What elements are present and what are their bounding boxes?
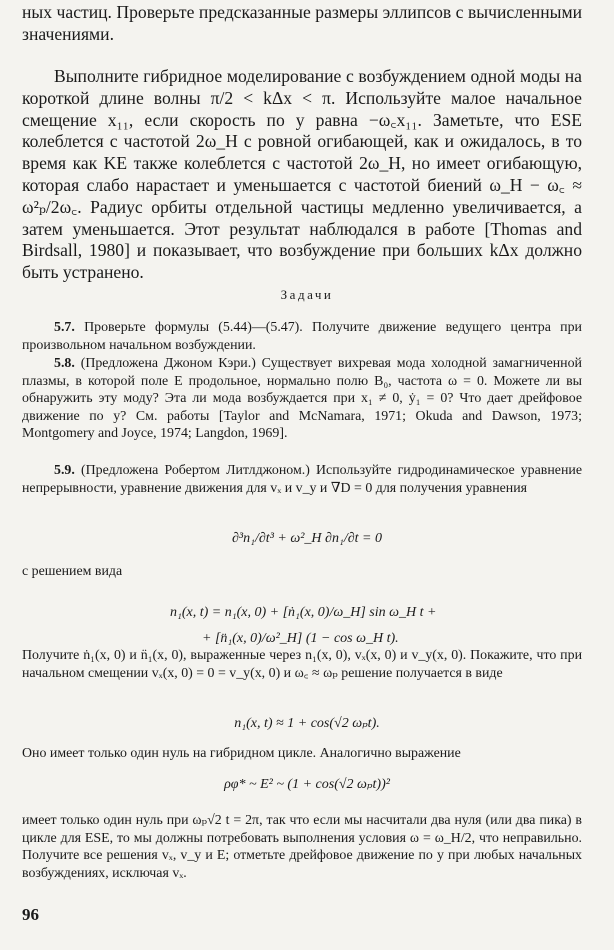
equation-energy-approx: ρφ* ~ E² ~ (1 + cos(√2 ωₚt))² xyxy=(224,777,390,792)
problem-text: (Предложена Джоном Кэри.) Существует вихревая мода холодной замагниченной плазмы, в которой поле E продольное, нормально полю B₀, частота ω = 0. Можете ли вы обнаружить эту моду? Эта ли мода возбуждается при x₁ ≠ 0, ẏ₁ = 0? Что дает дрейфовое движение по y? См. работы [Taylor and McNamara, 1971; Okuda and Dawson, 1973; Montgomery and Joyce, 1974; Langdon, 1969]. xyxy=(22,356,582,442)
equation-density-approx: n₁(x, t) ≈ 1 + cos(√2 ωₚt). xyxy=(234,716,380,731)
problem-number: 5.9. xyxy=(54,463,75,478)
page-number: 96 xyxy=(22,905,39,924)
paragraph-hybrid-simulation: Выполните гибридное моделирование с возбуждением одной моды на короткой длине волны π/2 < kΔx < π. Используйте малое начальное смещение x₁₁, если скорость по y равна −ω꜀x₁₁. Заметьте, что ESE колеблется с частотой 2ω_H с ровной огибающей, как и ожидалось, в то время как KE также колеблется с частотой 2ω_H, но имеет огибающую, которая слабо нарастает и уменьшается с частотой биений ω_H − ω꜀ ≈ ω²ₚ/2ω꜀. Радиус орбиты отдельной частицы медленно увеличивается, а затем уменьшается. Этот результат наблюдался в работе [Thomas and Birdsall, 1980] и показывает, что возбуждение при больших kΔx должно быть устранено. xyxy=(22,66,582,283)
equation-solution-line-1: n₁(x, t) = n₁(x, 0) + [ṅ₁(x, 0)/ω_H] sin ω_H t + xyxy=(170,605,437,620)
problem-text: Проверьте формулы (5.44)—(5.47). Получите движение ведущего центра при произвольном начальном возбуждении. xyxy=(22,320,582,353)
equation-third-order: ∂³n₁/∂t³ + ω²_H ∂n₁/∂t = 0 xyxy=(232,531,382,546)
paragraph-single-null: Оно имеет только один нуль на гибридном цикле. Аналогично выражение xyxy=(22,746,461,761)
problem-number: 5.8. xyxy=(54,356,75,371)
paragraph-obtain-derivatives: Получите ṅ₁(x, 0) и n̈₁(x, 0), выраженные через n₁(x, 0), vₓ(x, 0) и v_y(x, 0). Покажите, что при начальном смещении vₓ(x, 0) = 0 = v_y(x, 0) и ω꜀ ≈ ωₚ решение получается в виде xyxy=(22,648,582,681)
problem-text: (Предложена Робертом Литлджоном.) Используйте гидродинамическое уравнение непрерывности, уравнение движения для vₓ и v_y и ∇D = 0 для получения уравнения xyxy=(22,463,582,496)
problem-number: 5.7. xyxy=(54,320,75,335)
problem-5-9 xyxy=(22,462,582,497)
section-heading-problems: Задачи xyxy=(280,287,334,302)
paragraph-continued: ных частиц. Проверьте предсказанные размеры эллипсов с вычисленными значениями. xyxy=(22,2,582,44)
problem-5-7 xyxy=(22,319,582,354)
equation-solution-line-2: + [n̈₁(x, 0)/ω²_H] (1 − cos ω_H t). xyxy=(202,631,399,646)
problem-5-8 xyxy=(22,355,582,443)
solution-intro: с решением вида xyxy=(22,564,123,579)
paragraph-final: имеет только один нуль при ωₚ√2 t = 2π, так что если мы насчитали два нуля (или два пика) в цикле для ESE, то мы должны потребовать выполнения условия ω = ω_H/2, что неправильно. Получите все решения vₓ, v_y и E; отметьте дрейфовое движение по y при любых начальных возбуждениях, исключая vₓ. xyxy=(22,813,582,881)
